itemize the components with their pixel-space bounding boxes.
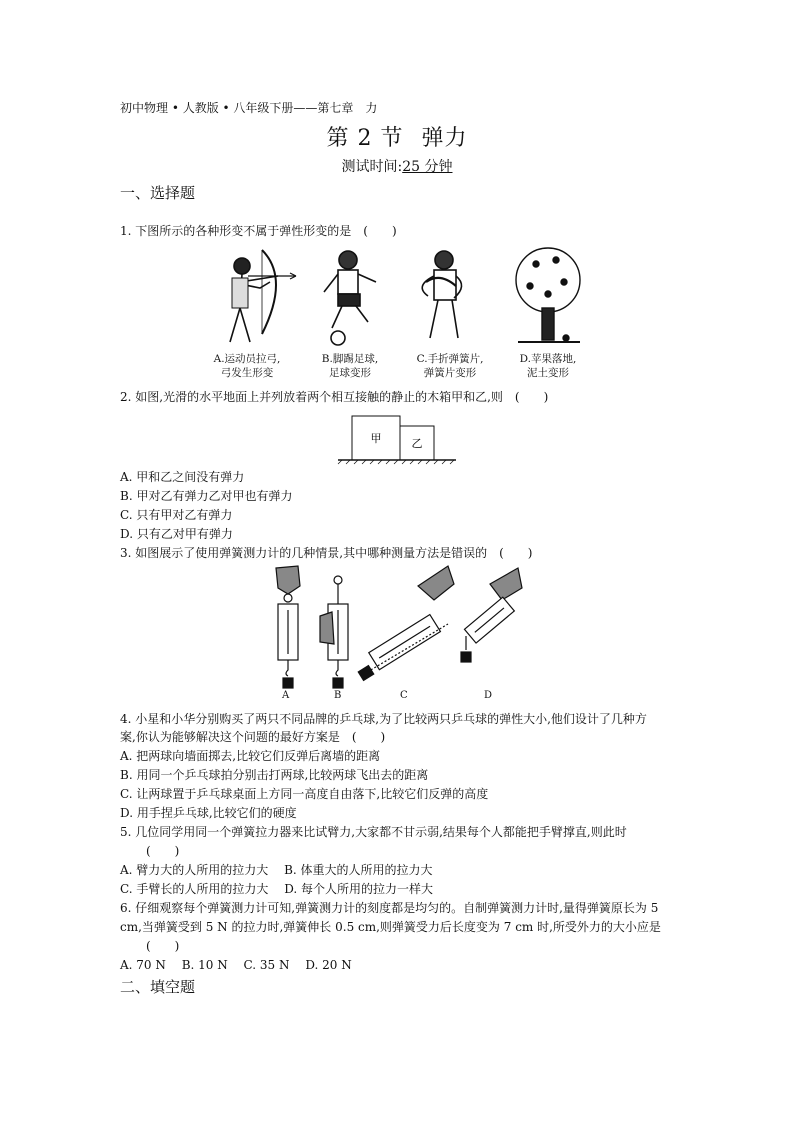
q3-label-c: C bbox=[400, 690, 408, 701]
q2-option-d: D. 只有乙对甲有弹力 bbox=[120, 527, 233, 541]
question-4-stem-line2: 案,你认为能够解决这个问题的最好方案是 ( ) bbox=[120, 730, 386, 744]
box-a-label: 甲 bbox=[370, 432, 382, 445]
q4-option-d: D. 用手捏乒乓球,比较它们的硬度 bbox=[120, 806, 297, 820]
scale-a-figure bbox=[276, 566, 300, 688]
q3-label-b: B bbox=[334, 690, 342, 701]
q4-option-b: B. 用同一个乒乓球拍分别击打两球,比较两球飞出去的距离 bbox=[120, 768, 429, 782]
archer-figure bbox=[230, 250, 296, 342]
q1-figures bbox=[200, 242, 600, 354]
question-6-stem-line2: cm,当弹簧受到 5 N 的拉力时,弹簧伸长 0.5 cm,则弹簧受力后长度变为 7 cm 时,所受外力的大小应是 bbox=[120, 920, 661, 934]
question-2-stem: 2. 如图,光滑的水平地面上并列放着两个相互接触的静止的木箱甲和乙,则 ( ) bbox=[120, 390, 549, 404]
apple-tree-figure bbox=[516, 248, 580, 342]
q1-caption-b: B.脚踢足球, 足球变形 bbox=[321, 353, 379, 379]
q3-label-d: D bbox=[484, 690, 493, 701]
question-3-stem: 3. 如图展示了使用弹簧测力计的几种情景,其中哪种测量方法是错误的 ( ) bbox=[120, 546, 533, 560]
question-6-answer-paren: ( ) bbox=[146, 939, 180, 953]
q2-option-b: B. 甲对乙有弹力乙对甲也有弹力 bbox=[120, 489, 293, 503]
page-header: 初中物理 • 人教版 • 八年级下册——第七章 力 bbox=[120, 101, 378, 115]
q2-boxes-figure bbox=[336, 410, 466, 466]
q4-option-a: A. 把两球向墙面掷去,比较它们反弹后离墙的距离 bbox=[120, 749, 381, 763]
test-time-label: 测试时间: bbox=[341, 159, 403, 175]
title-section: 第 2 节 bbox=[326, 126, 404, 151]
question-6-stem-line1: 6. 仔细观察每个弹簧测力计可知,弹簧测力计的刻度都是均匀的。自制弹簧测力计时,量得弹簧原长为 5 bbox=[120, 901, 659, 915]
scale-d-figure bbox=[461, 568, 522, 662]
spring-blade-figure bbox=[422, 251, 461, 338]
test-time bbox=[0, 156, 794, 176]
test-time-value: 25 分钟 bbox=[402, 159, 453, 175]
section-fill-heading: 二、填空题 bbox=[120, 978, 196, 996]
question-1-stem: 1. 下图所示的各种形变不属于弹性形变的是 ( ) bbox=[120, 224, 397, 238]
q4-option-c: C. 让两球置于乒乓球桌面上方同一高度自由落下,比较它们反弹的高度 bbox=[120, 787, 489, 801]
q5-options-line2: C. 手臂长的人所用的拉力大 D. 每个人所用的拉力一样大 bbox=[120, 882, 434, 896]
q1-caption-a: A.运动员拉弓, 弓发生形变 bbox=[213, 353, 281, 379]
question-4-stem-line1: 4. 小星和小华分别购买了两只不同品牌的乒乓球,为了比较两只乒乓球的弹性大小,他们设计了几种方 bbox=[120, 712, 647, 726]
question-5-stem: 5. 几位同学用同一个弹簧拉力器来比试臂力,大家都不甘示弱,结果每个人都能把手臂撑直,则此时 bbox=[120, 825, 627, 839]
q2-option-c: C. 只有甲对乙有弹力 bbox=[120, 508, 233, 522]
box-b-label: 乙 bbox=[411, 437, 423, 450]
q1-caption-c: C.手折弹簧片, 弹簧片变形 bbox=[416, 353, 484, 379]
title-name: 弹力 bbox=[421, 126, 468, 151]
q5-options-line1: A. 臂力大的人所用的拉力大 B. 体重大的人所用的拉力大 bbox=[120, 863, 433, 877]
scale-c-figure bbox=[358, 566, 454, 680]
section-choice-heading: 一、选择题 bbox=[120, 184, 196, 202]
kicker-figure bbox=[324, 251, 376, 345]
q6-options: A. 70 N B. 10 N C. 35 N D. 20 N bbox=[120, 958, 352, 972]
q3-spring-scale-figures bbox=[268, 564, 528, 702]
q3-label-a: A bbox=[282, 690, 290, 701]
q2-option-a: A. 甲和乙之间没有弹力 bbox=[120, 470, 245, 484]
scale-b-figure bbox=[320, 576, 348, 688]
question-5-answer-paren: ( ) bbox=[146, 844, 180, 858]
q1-caption-d: D.苹果落地, 泥土变形 bbox=[519, 353, 577, 379]
page-title bbox=[0, 121, 794, 152]
